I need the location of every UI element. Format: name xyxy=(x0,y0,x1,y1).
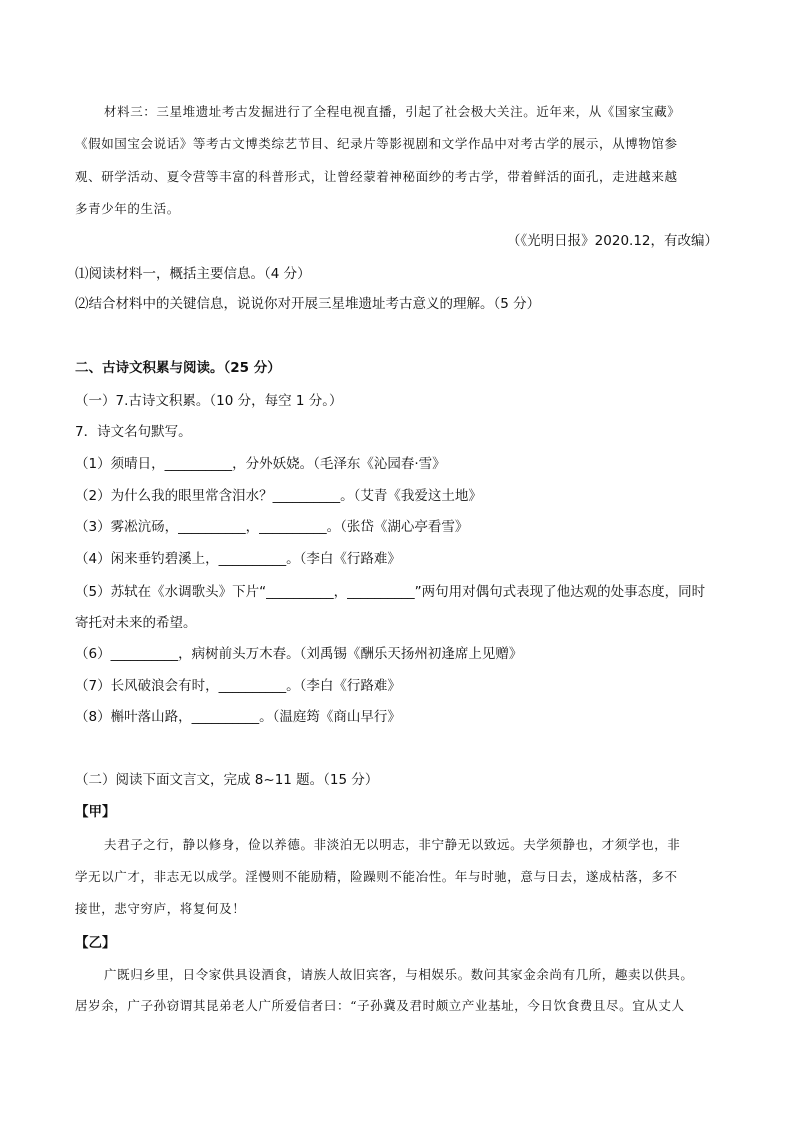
material3-line1: 材料三：三星堆遗址考古发掘进行了全程电视直播，引起了社会极大关注。近年来，从《国家宝藏》 xyxy=(104,104,681,119)
material3-line2: 《假如国宝会说话》等考古文博类综艺节目、纪录片等影视剧和文学作品中对考古学的展示，从博物馆参 xyxy=(75,136,678,151)
passage-jia-line2: 学无以广才，非志无以成学。淫慢则不能励精，险躁则不能冶性。年与时驰，意与日去，遂成枯落，多不 xyxy=(75,869,678,884)
poem-item-8: （8）槲叶落山路，__________。（温庭筠《商山早行》 xyxy=(75,709,401,725)
passage-jia-label: 【甲】 xyxy=(75,804,116,820)
question-2: ⑵结合材料中的关键信息，说说你对开展三星堆遗址考古意义的理解。（5 分） xyxy=(75,296,541,312)
poem-item-7: （7）长风破浪会有时，__________。（李白《行路难》 xyxy=(75,678,401,694)
passage-yi-label: 【乙】 xyxy=(75,935,116,951)
material3-source: （《光明日报》2020.12，有改编） xyxy=(506,233,718,249)
poem-item-2: （2）为什么我的眼里常含泪水？__________。（艾青《我爱这土地》 xyxy=(75,488,482,504)
subsection-1-title: （一）7.古诗文积累。（10 分，每空 1 分。） xyxy=(75,393,343,409)
material3-line3: 观、研学活动、夏令营等丰富的科普形式，让曾经蒙着神秘面纱的考古学，带着鲜活的面孔，走进越来越 xyxy=(75,169,678,184)
subsection-2-title: （二）阅读下面文言文，完成 8~11 题。（15 分） xyxy=(75,772,379,788)
passage-yi-line1: 广既归乡里，日令家供具设酒食，请族人故旧宾客，与相娱乐。数问其家金余尚有几所，趣卖以供具。 xyxy=(104,967,694,982)
poem-item-5-cont: 寄托对未来的希望。 xyxy=(75,615,197,631)
poem-item-3: （3）雾凇沆砀，__________，__________。（张岱《湖心亭看雪》 xyxy=(75,519,469,535)
question-7-title: 7．诗文名句默写。 xyxy=(75,424,192,440)
poem-item-5: （5）苏轼在《水调歌头》下片“__________，__________”两句用对偶句式表现了他达观的处事态度，同时 xyxy=(75,584,706,600)
material3-line4: 多青少年的生活。 xyxy=(75,201,180,216)
section2-heading: 二、古诗文积累与阅读。（25 分） xyxy=(75,360,281,376)
passage-jia-line3: 接世，悲守穷庐，将复何及！ xyxy=(75,901,246,916)
poem-item-6: （6）__________，病树前头万木春。（刘禹锡《酬乐天扬州初逢席上见赠》 xyxy=(75,646,523,662)
passage-jia-line1: 夫君子之行，静以修身，俭以养德。非淡泊无以明志，非宁静无以致远。夫学须静也，才须学也，非 xyxy=(104,837,681,852)
passage-yi-line2: 居岁余，广子孙窃谓其昆弟老人广所爱信者曰：“子孙冀及君时颇立产业基址，今日饮食费且尽。宜从丈人 xyxy=(75,998,685,1013)
question-1: ⑴阅读材料一，概括主要信息。（4 分） xyxy=(75,266,311,282)
poem-item-4: （4）闲来垂钓碧溪上，__________。（李白《行路难》 xyxy=(75,551,401,567)
poem-item-1: （1）须晴日，__________，分外妖娆。（毛泽东《沁园春·雪》 xyxy=(75,456,446,472)
